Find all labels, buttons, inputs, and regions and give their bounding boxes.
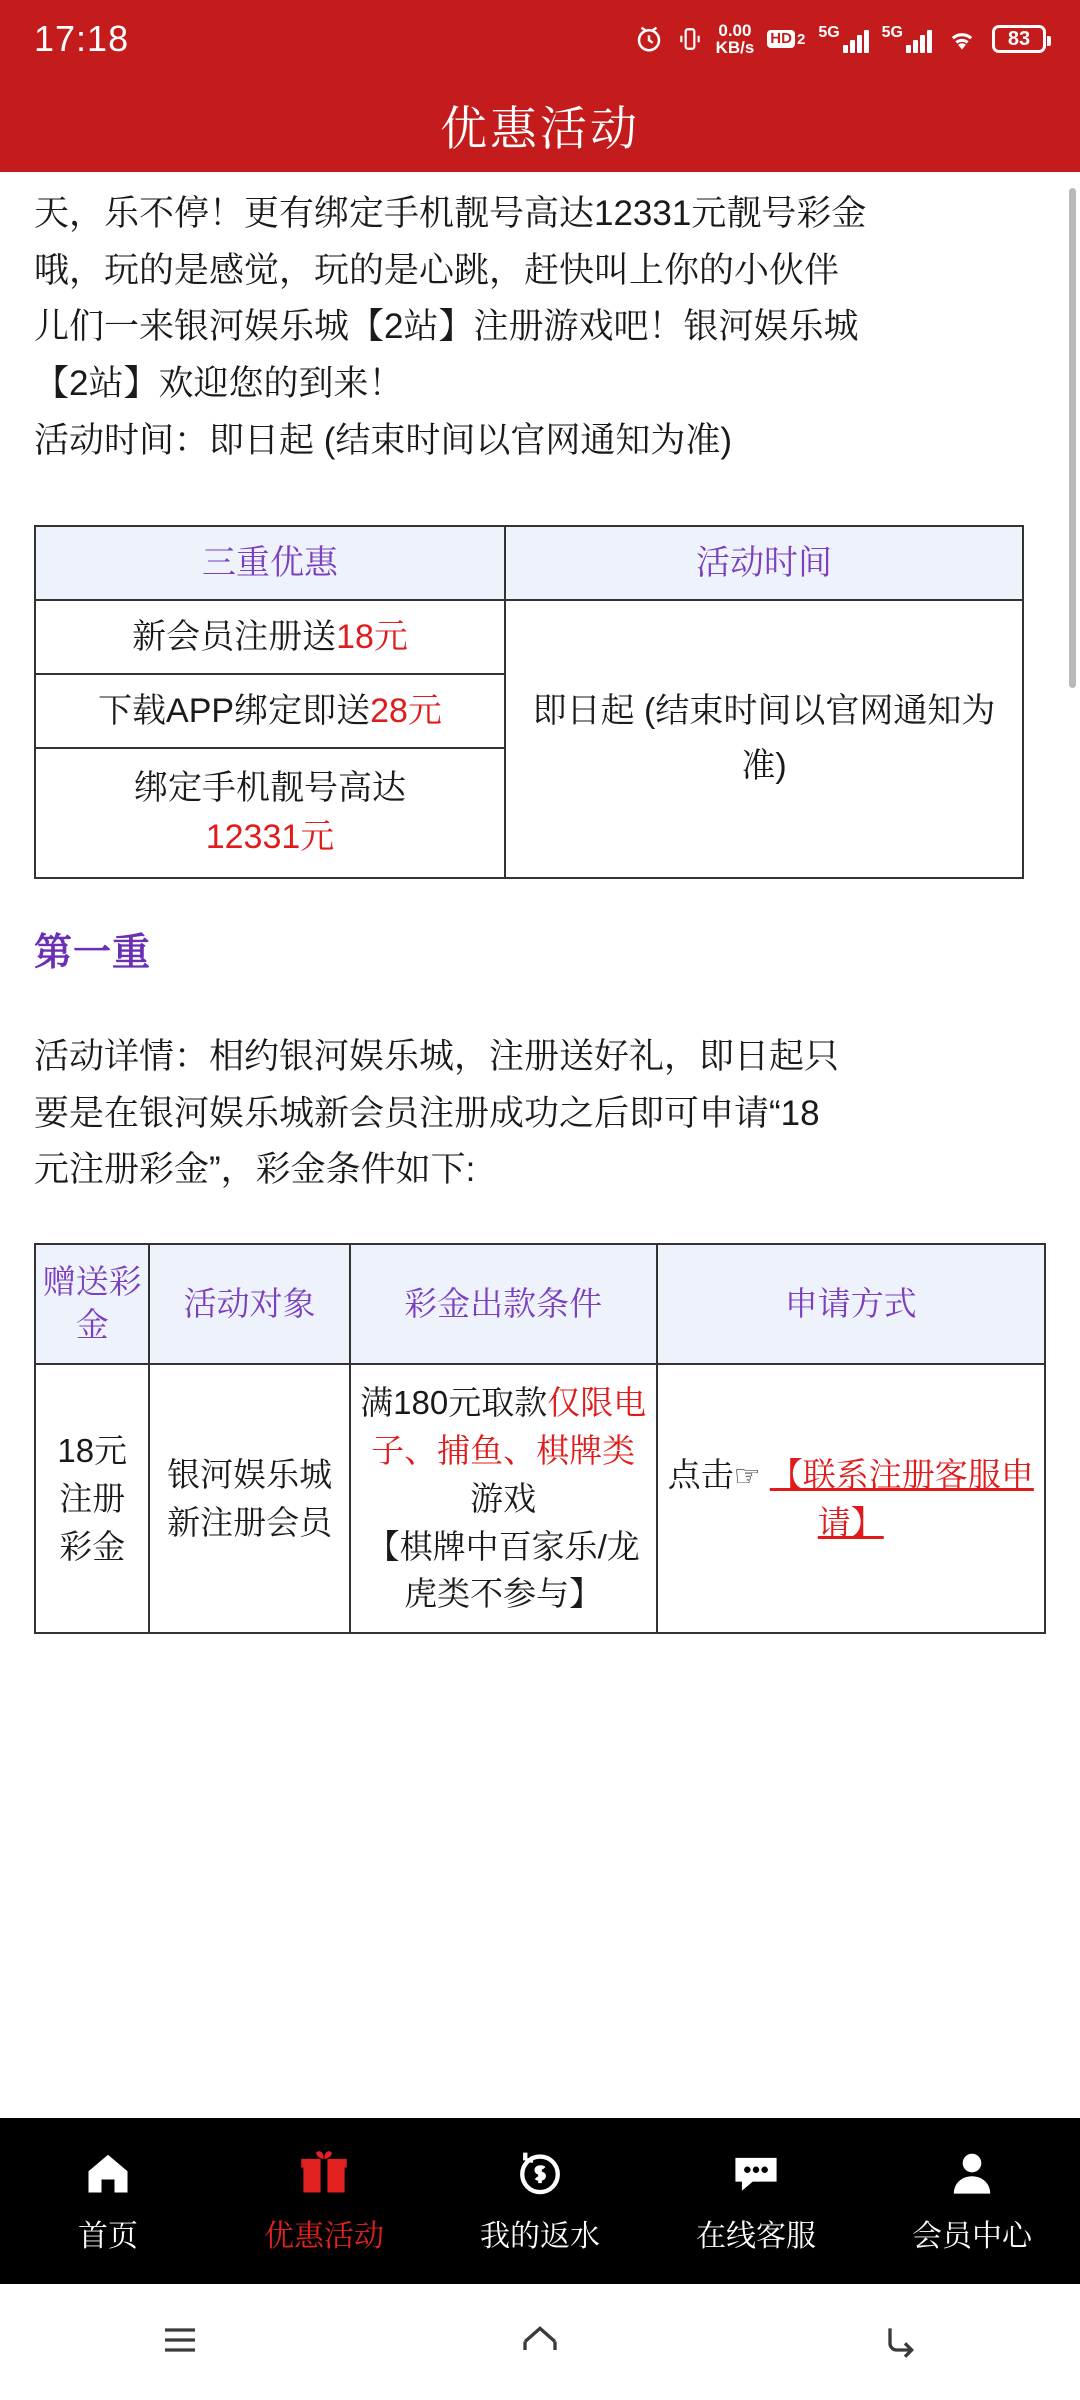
app-title-bar [0,78,1080,172]
user-icon [944,2147,1000,2199]
recents-button[interactable] [157,2320,203,2365]
table-header-cell: 申请方式 [657,1244,1045,1364]
nav-label: 我的返水 [480,2220,600,2253]
status-clock: 17:18 [34,18,130,59]
status-bar [0,0,1080,78]
android-system-bar [0,2284,1080,2400]
nav-label: 会员中心 [912,2220,1032,2253]
offer-cell-1: 新会员注册送18元 [35,600,505,674]
hd-icon: HD 2 [767,30,805,49]
chat-icon [728,2147,784,2199]
table-header-cell: 活动对象 [149,1244,349,1364]
signal-icon: 5G [882,25,932,53]
table-row [35,600,1023,674]
section-heading: 第一重 [34,932,152,975]
home-button[interactable] [517,2320,563,2365]
nav-label: 首页 [78,2220,138,2253]
refund-icon [512,2147,568,2199]
table-row [35,1244,1045,1364]
intro-line: 哦，玩的是感觉，玩的是心跳，赶快叫上你的小伙伴 [34,250,840,290]
signal-icon: 5G [818,25,868,53]
battery-icon: 83 [992,25,1046,53]
back-button[interactable] [877,2320,923,2365]
offer-cell-3: 绑定手机靓号高达 12331元 [35,748,505,878]
target-cell: 银河娱乐城新注册会员 [149,1364,349,1633]
amount-value: 18元 [336,617,408,656]
page-title: 优惠活动 [440,101,640,155]
intro-line: 儿们一来银河娱乐城【2站】注册游戏吧！银河娱乐城 [34,307,859,347]
nav-item-rebate[interactable] [432,2147,648,2255]
bottom-navigation [0,2118,1080,2284]
amount-value: 28元 [370,691,442,730]
nav-item-promotions[interactable] [216,2147,432,2255]
amount-value: 12331元 [205,818,335,857]
table-row [35,526,1023,600]
table-header-cell: 活动时间 [505,526,1023,600]
apply-cell: 点击☞ 【联系注册客服申请】 [657,1364,1045,1633]
gift-icon [296,2147,352,2199]
detail-line: 活动详情：相约银河娱乐城，注册送好礼，即日起只 [34,1036,840,1076]
bonus-cell: 18元注册彩金 [35,1364,149,1633]
scrollbar[interactable] [1069,188,1076,688]
intro-line: 天，乐不停！更有绑定手机靓号高达12331元靓号彩金 [34,194,867,233]
status-icons [634,22,1046,57]
triple-offer-table [34,525,1024,879]
intro-line: 【2站】欢迎您的到来！ [34,364,404,404]
condition-cell: 满180元取款仅限电子、捕鱼、棋牌类游戏 【棋牌中百家乐/龙虎类不参与】 [350,1364,657,1633]
nav-label: 在线客服 [696,2220,816,2253]
detail-line: 元注册彩金”，彩金条件如下: [34,1150,476,1190]
table-header-cell: 三重优惠 [35,526,505,600]
offer-cell-2: 下载APP绑定即送28元 [35,674,505,748]
nav-item-support[interactable] [648,2147,864,2255]
table-header-cell: 彩金出款条件 [350,1244,657,1364]
home-icon [80,2147,136,2199]
net-speed-indicator: 0.00 KB/s [715,20,755,57]
table-row [35,1364,1045,1633]
nav-item-home[interactable] [0,2147,216,2255]
nav-label: 优惠活动 [264,2220,384,2253]
activity-time-line: 活动时间：即日起 (结束时间以官网通知为准) [34,420,733,460]
contact-service-link[interactable]: 【联系注册客服申请】 [769,1455,1034,1541]
alarm-icon [634,24,664,54]
nav-item-member[interactable] [864,2147,1080,2255]
table-header-cell: 赠送彩金 [35,1244,149,1364]
detail-line: 要是在银河娱乐城新会员注册成功之后即可申请“18 [34,1093,820,1133]
time-cell: 即日起 (结束时间以官网通知为准) [505,600,1023,878]
vibrate-icon [677,24,703,54]
pointing-hand-icon: ☞ [733,1459,761,1493]
promo-content[interactable] [0,172,1080,2118]
bonus-conditions-table [34,1243,1046,1634]
wifi-icon [945,25,979,53]
